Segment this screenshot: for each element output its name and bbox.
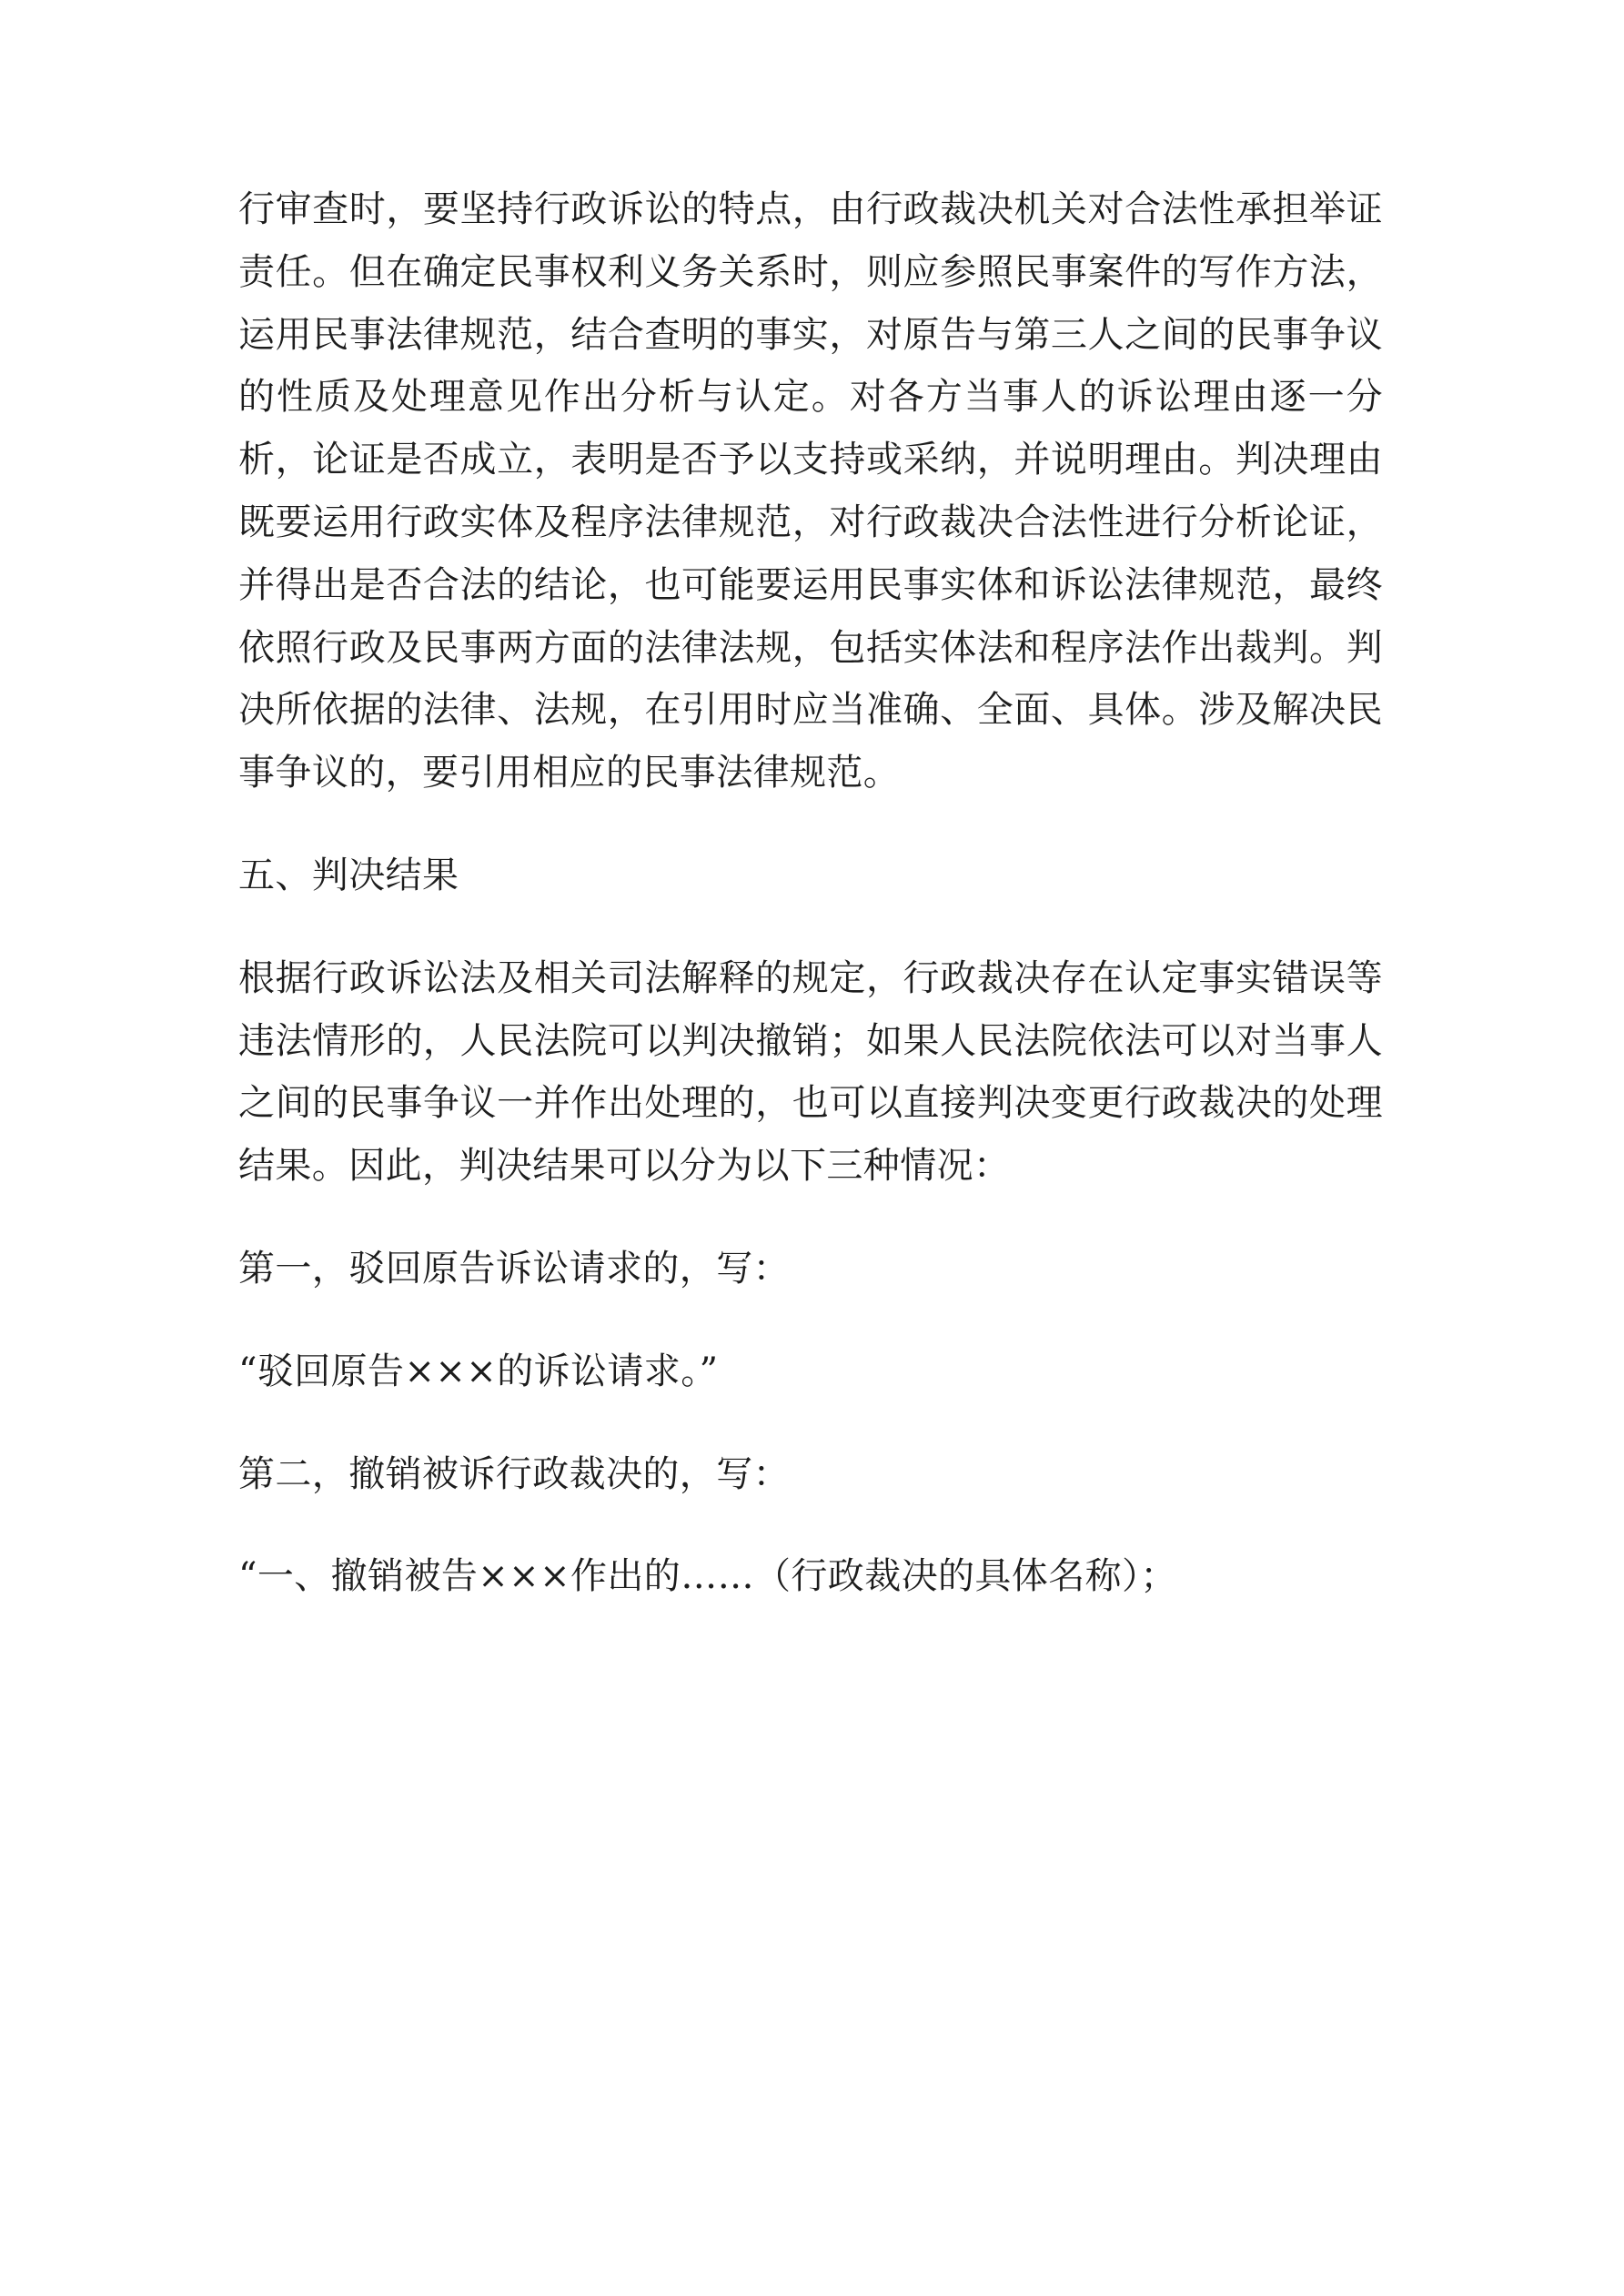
paragraph-review-standard: 行审查时，要坚持行政诉讼的特点，由行政裁决机关对合法性承担举证责任。但在确定民事权利义务关系时，则应参照民事案件的写作方法，运用民事法律规范，结合查明的事实，对原告与第三人之间的民事争议的性质及处理意见作出分析与认定。对各方当事人的诉讼理由逐一分析，论证是否成立，表明是否予以支持或采纳，并说明理由。判决理由既要运用行政实体及程序法律规范，对行政裁决合法性进行分析论证，并得出是否合法的结论，也可能要运用民事实体和诉讼法律规范，最终依照行政及民事两方面的法律法规，包括实体法和程序法作出裁判。判决所依据的法律、法规，在引用时应当准确、全面、具体。涉及解决民事争议的，要引用相应的民事法律规范。: [238, 188, 1383, 794]
section-heading-judgment-result: 五、判决结果: [238, 854, 459, 896]
paragraph-quote-first: “驳回原告×××的诉讼请求。”: [238, 1350, 719, 1392]
document-body: [238, 178, 1383, 1608]
paragraph-case-first: 第一，驳回原告诉讼请求的，写：: [238, 1247, 790, 1290]
paragraph-case-second: 第二，撤销被诉行政裁决的，写：: [238, 1452, 790, 1495]
paragraph-legal-basis: 根据行政诉讼法及相关司法解释的规定，行政裁决存在认定事实错误等违法情形的，人民法院可以判决撤销；如果人民法院依法可以对当事人之间的民事争议一并作出处理的，也可以直接判决变更行政裁决的处理结果。因此，判决结果可以分为以下三种情况：: [238, 956, 1383, 1188]
paragraph-quote-second: “一、撤销被告×××作出的……（行政裁决的具体名称）；: [238, 1555, 1177, 1598]
